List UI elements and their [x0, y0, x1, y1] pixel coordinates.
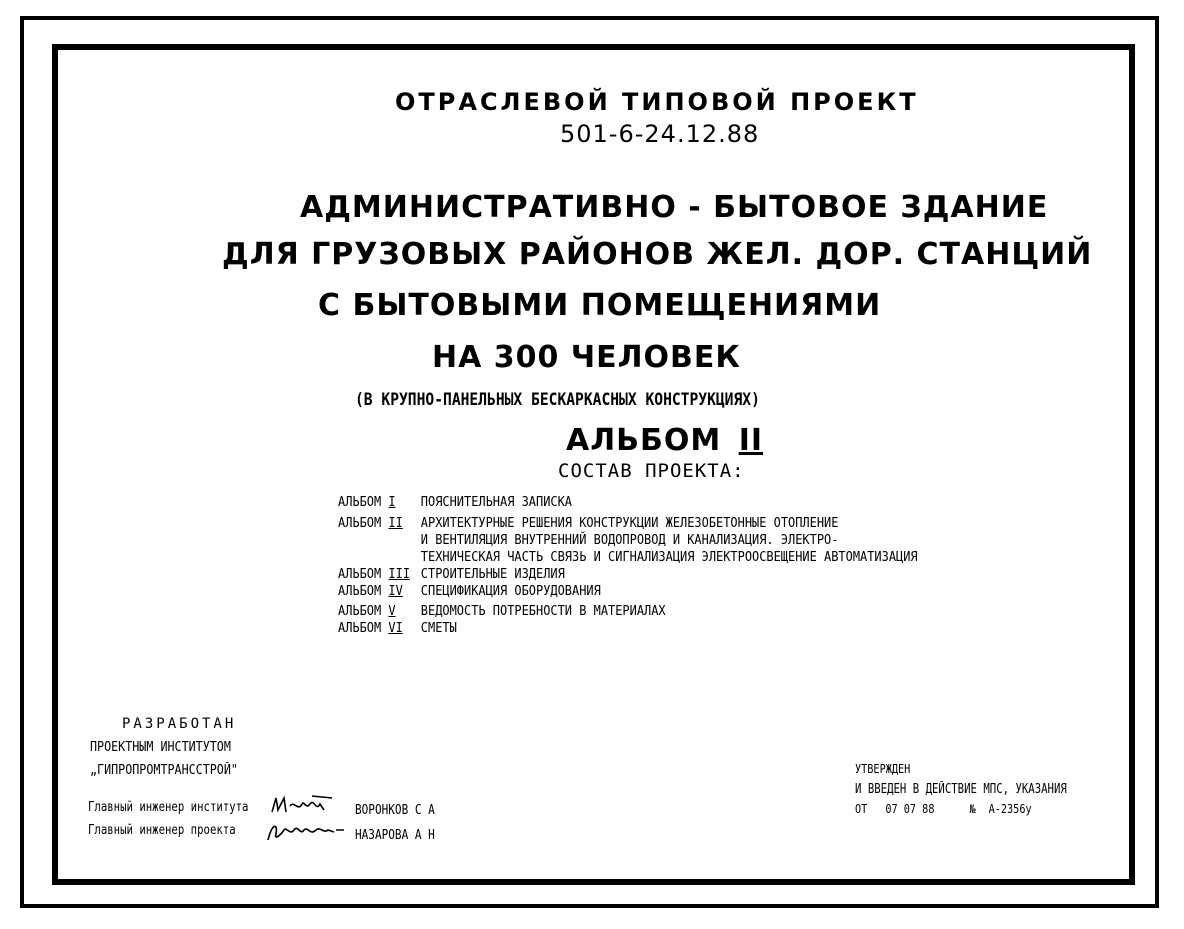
album-row-text: ВЕДОМОСТЬ ПОТРЕБНОСТИ В МАТЕРИАЛАХ [420, 604, 666, 619]
signature-scribble-1 [268, 792, 338, 818]
album-row-label: АЛЬБОМ [338, 621, 382, 636]
chief-institute-role: Главный инженер института [88, 800, 249, 815]
title-line-2: ДЛЯ ГРУЗОВЫХ РАЙОНОВ ЖЕЛ. ДОР. СТАНЦИЙ [222, 237, 1093, 272]
signature-scribble-2 [264, 818, 348, 844]
approval-date-label: ОТ [855, 802, 868, 816]
title-line-4: НА 300 ЧЕЛОВЕК [432, 340, 741, 375]
album-row-text: И ВЕНТИЛЯЦИЯ ВНУТРЕННИЙ ВОДОПРОВОД И КАНАЛИЗАЦИЯ. ЭЛЕКТРО- [420, 533, 839, 548]
album-row-3 [338, 566, 918, 583]
approval-date: 07 07 88 [885, 802, 935, 816]
chief-project-name: НАЗАРОВА А Н [355, 828, 435, 843]
approval-line-3 [855, 802, 1032, 816]
title-line-3: С БЫТОВЫМИ ПОМЕЩЕНИЯМИ [318, 288, 882, 323]
album-row-label: АЛЬБОМ [338, 495, 382, 510]
approval-number-label: № [969, 802, 976, 816]
album-row-text: СПЕЦИФИКАЦИЯ ОБОРУДОВАНИЯ [420, 584, 601, 599]
album-row-2-cont-1 [338, 532, 918, 549]
album-row-text: СМЕТЫ [420, 621, 457, 636]
album-row-label: АЛЬБОМ [338, 584, 382, 599]
chief-project-role: Главный инженер проекта [88, 823, 236, 838]
developer-line-3: „ГИПРОПРОМТРАНССТРОЙ" [90, 763, 238, 778]
album-row-num: II [388, 516, 403, 531]
album-row-text: АРХИТЕКТУРНЫЕ РЕШЕНИЯ КОНСТРУКЦИИ ЖЕЛЕЗОБЕТОННЫЕ ОТОПЛЕНИЕ [420, 516, 839, 531]
album-row-text: СТРОИТЕЛЬНЫЕ ИЗДЕЛИЯ [420, 567, 565, 582]
album-row-6 [338, 620, 918, 637]
album-row-num: VI [388, 621, 403, 636]
header-line: ОТРАСЛЕВОЙ ТИПОВОЙ ПРОЕКТ [395, 88, 919, 116]
album-row-label: АЛЬБОМ [338, 516, 382, 531]
album-number: II [738, 423, 764, 458]
album-label: АЛЬБОМ [566, 423, 722, 458]
album-row-5 [338, 603, 918, 620]
album-row-num: III [388, 567, 411, 582]
album-row-num: IV [388, 584, 403, 599]
title-subtitle: (В КРУПНО-ПАНЕЛЬНЫХ БЕСКАРКАСНЫХ КОНСТРУКЦИЯХ) [355, 390, 760, 410]
album-row-label: АЛЬБОМ [338, 604, 382, 619]
album-row-num: V [388, 604, 396, 619]
album-row-2 [338, 515, 918, 532]
album-heading [566, 423, 763, 458]
title-line-1: АДМИНИСТРАТИВНО - БЫТОВОЕ ЗДАНИЕ [300, 190, 1049, 225]
developer-line-1: РАЗРАБОТАН [122, 716, 237, 732]
album-row-text: ТЕХНИЧЕСКАЯ ЧАСТЬ СВЯЗЬ И СИГНАЛИЗАЦИЯ ЭЛЕКТРООСВЕЩЕНИЕ АВТОМАТИЗАЦИЯ [420, 550, 918, 565]
album-row-text: ПОЯСНИТЕЛЬНАЯ ЗАПИСКА [420, 495, 573, 510]
album-row-2-cont-2 [338, 549, 918, 566]
approval-number: А-2356у [988, 802, 1032, 816]
approval-line-2: И ВВЕДЕН В ДЕЙСТВИЕ МПС, УКАЗАНИЯ [855, 782, 1067, 797]
project-code: 501-6-24.12.88 [560, 120, 760, 148]
album-row-4 [338, 583, 918, 600]
chief-institute-name: ВОРОНКОВ С А [355, 803, 435, 818]
album-row-1 [338, 494, 918, 511]
developer-line-2: ПРОЕКТНЫМ ИНСТИТУТОМ [90, 740, 231, 755]
composition-heading: СОСТАВ ПРОЕКТА: [558, 460, 745, 482]
approval-line-1: УТВЕРЖДЕН [855, 762, 911, 776]
composition-list [338, 494, 918, 637]
album-row-label: АЛЬБОМ [338, 567, 382, 582]
album-row-num: I [388, 495, 396, 510]
